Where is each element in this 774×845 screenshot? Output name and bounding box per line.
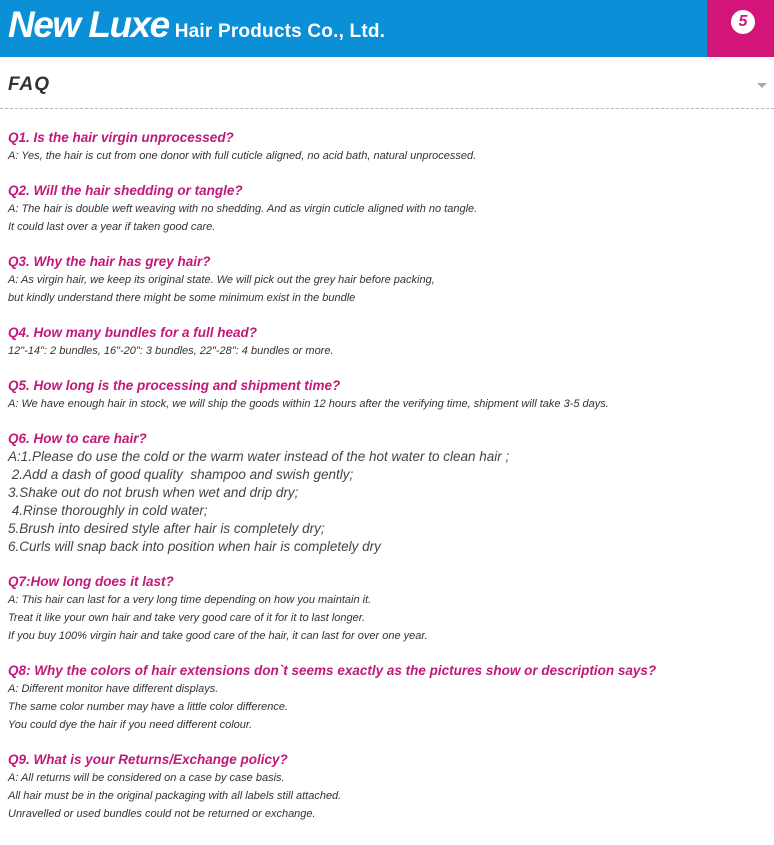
faq-answer-line: A: All returns will be considered on a case by case basis. — [8, 772, 285, 784]
faq-item — [8, 377, 768, 413]
faq-answer-line: A: Different monitor have different displays. — [8, 683, 219, 695]
faq-item — [8, 324, 768, 360]
faq-question: Q1. Is the hair virgin unprocessed? — [8, 130, 234, 145]
faq-list — [8, 129, 768, 840]
faq-answer-line: Treat it like your own hair and take very good care of it for it to last longer. — [8, 612, 366, 624]
faq-answer-line: 4.Rinse thoroughly in cold water; — [8, 503, 208, 518]
faq-question: Q6. How to care hair? — [8, 431, 147, 446]
brand-name: New Luxe — [8, 4, 169, 45]
faq-question: Q5. How long is the processing and shipment time? — [8, 378, 341, 393]
faq-answer-line: It could last over a year if taken good care. — [8, 221, 216, 233]
faq-answer-line: 12"-14": 2 bundles, 16"-20": 3 bundles, 22"-28": 4 bundles or more. — [8, 345, 334, 357]
faq-question: Q4. How many bundles for a full head? — [8, 325, 258, 340]
faq-answer-line: 5.Brush into desired style after hair is completely dry; — [8, 521, 325, 536]
chevron-down-icon[interactable] — [757, 83, 767, 88]
faq-answer-line: but kindly understand there might be some minimum exist in the bundle — [8, 292, 356, 304]
faq-item — [8, 662, 768, 734]
header-bar — [0, 0, 774, 57]
section-title: FAQ — [8, 74, 51, 95]
faq-item — [8, 430, 768, 556]
faq-answer-line: If you buy 100% virgin hair and take good care of the hair, it can last for over one year. — [8, 630, 428, 642]
faq-question: Q2. Will the hair shedding or tangle? — [8, 183, 243, 198]
brand-subtitle: Hair Products Co., Ltd. — [174, 21, 386, 42]
faq-answer-line: 3.Shake out do not brush when wet and drip dry; — [8, 485, 299, 500]
faq-item — [8, 182, 768, 236]
faq-question: Q7:How long does it last? — [8, 574, 174, 589]
faq-answer-line: A:1.Please do use the cold or the warm water instead of the hot water to clean hair ; — [8, 449, 510, 464]
faq-item — [8, 573, 768, 645]
faq-answer-line: A: Yes, the hair is cut from one donor with full cuticle aligned, no acid bath, natural unprocessed. — [8, 150, 477, 162]
faq-question: Q8: Why the colors of hair extensions don`t seems exactly as the pictures show or description says? — [8, 663, 657, 678]
faq-answer-line: All hair must be in the original packaging with all labels still attached. — [8, 790, 342, 802]
faq-item — [8, 129, 768, 165]
faq-answer-line: 2.Add a dash of good quality shampoo and swish gently; — [8, 467, 354, 482]
faq-item — [8, 751, 768, 823]
section-divider — [0, 108, 774, 109]
page-number: 5 — [731, 10, 755, 34]
faq-question: Q9. What is your Returns/Exchange policy? — [8, 752, 288, 767]
faq-answer-line: A: This hair can last for a very long time depending on how you maintain it. — [8, 594, 372, 606]
faq-answer-line: A: As virgin hair, we keep its original state. We will pick out the grey hair before packing, — [8, 274, 435, 286]
faq-answer-line: You could dye the hair if you need different colour. — [8, 719, 253, 731]
faq-answer-line: The same color number may have a little color difference. — [8, 701, 289, 713]
faq-question: Q3. Why the hair has grey hair? — [8, 254, 211, 269]
faq-answer-line: 6.Curls will snap back into position when hair is completely dry — [8, 539, 381, 554]
faq-answer-line: Unravelled or used bundles could not be returned or exchange. — [8, 808, 316, 820]
faq-answer-line: A: The hair is double weft weaving with no shedding. And as virgin cuticle aligned with no tangle. — [8, 203, 478, 215]
page-number-badge — [707, 0, 774, 57]
faq-item — [8, 253, 768, 307]
faq-answer-line: A: We have enough hair in stock, we will ship the goods within 12 hours after the verifying time, shipment will take 3-5 days. — [8, 398, 609, 410]
brand-logo — [8, 2, 385, 52]
